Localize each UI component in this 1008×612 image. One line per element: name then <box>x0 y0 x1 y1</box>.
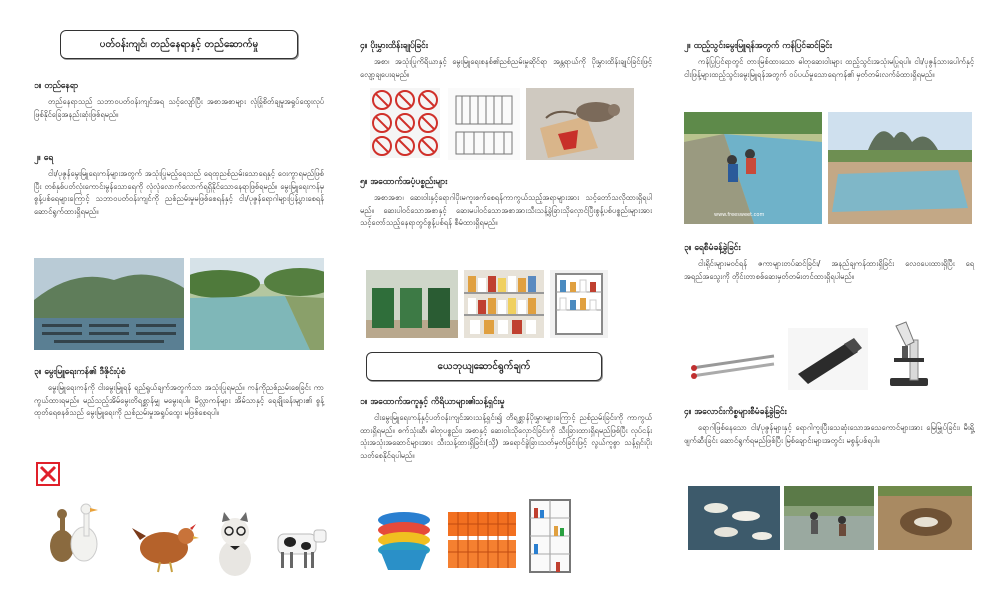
photo-burial-pit <box>878 486 972 550</box>
section-body: တည်နေရာသည် သဘာဝပတ်ဝန်းကျင်အရ သင့်လျော်ပြီး အစာအစာများ လုံခြုံစိတ်ချမှုအရှုပ်ထွေးလုပ် ဖြစ်နိုင်ခြေအနည်းဆုံးဖြစ်ရမည်။ <box>34 97 324 119</box>
cross-mark-icon <box>36 462 60 486</box>
section-title: ၄။ ပိုးမွှားထိန်းချုပ်ခြင်း <box>360 41 428 51</box>
section-water-management <box>684 242 974 283</box>
section-body: အစာ၊ အသုံးပြုကိရိယာနှင့် မွေးမြူရေးစနစ်၏ညစ်ညမ်းမှုဆိုင်ရာ အန္တရာယ်ကို ပိုးမွှားထိန်းချုပ်ခြင်းဖြင့် လျော့ချပေးရမည်။ <box>360 57 652 79</box>
photo-workers-raceway <box>684 112 822 224</box>
section-title: ၂။ ထည့်သွင်းမွေးမြူရန်အတွက် ကန်ပြင်ဆင်ခြင်း <box>684 41 832 51</box>
photo-medicine-cabinet <box>550 270 608 338</box>
section-body: အစာအစာ၊ ဆေးဝါးနှင့်ရောဂါပိုးမကူးစက်စေရန်ကာကွယ်သည့်အရာများအား သင့်တော်သလိုထားရှိရပါမည်။ ဆေးပါဝင်သောအစာနှင့် ဆေးမပါဝင်သောအစာအားသီးသန့်ခွဲခြားသိုလှောင်ပြီးစွန့်ပစ်ပစ္စည်းများအားသင့်တော်သည့်နေရာတွင်စွန့်ပစ်ရန် စီမံထားရှိရမည်။ <box>360 193 652 228</box>
photo-thermometers <box>688 338 778 382</box>
section-body: ငါး/ပုဇွန်မွေးမြူရေးကန်များအတွက် အသုံးပြုမည့်ရေသည် ရေထုညစ်ညမ်းသောရေနှင့် ဝေးကွာရမည်ဖြစ်ပြီး တစ်နှစ်ပတ်လုံးကောင်းမွန်သောရေကို လုံလုံလောက်လောက်ရရှိနိုင်သောနေရာဖြစ်ရမည်။ မွေးမြူရေးကန်မှ စွန့်ပစ်ရေများကြောင့် သဘာဝပတ်ဝန်းကျင်ကို ညစ်ညမ်းမှုမဖြစ်စေရန်နှင့် ငါး/ပုဇွန်ရောဂါများပြန့်ပွားစေရန် ဆောင်ရွက်ထားရှိရမည်။ <box>34 169 324 216</box>
photo-plastic-crates <box>444 508 520 572</box>
photo-waste-bins <box>366 270 458 338</box>
section-title: ၅။ အထောက်အပံ့ပစ္စည်းများ <box>360 177 448 187</box>
photo-dead-fish <box>688 486 780 550</box>
photo-geese <box>42 498 102 572</box>
watermark-text: www.freesweet.com <box>714 212 765 218</box>
section-header: ယေဘုယျဆောင်ရွက်ချက် <box>366 352 602 381</box>
section-header: ပတ်ဝန်းကျင်၊ တည်နေရာနှင့် တည်ဆောက်မှု <box>60 30 298 59</box>
section-body: ကန်ပြုပြင်ရာတွင် တားမြစ်ထားသော ဓါတုဆေးဝါးများ ထည့်သွင်းအသုံးမပြုရပါ။ ငါး/ပုဇွန်သားပေါက်နှင့် ငါးဖြန့်များထည့်သွင်းမွေးမြူရန်အတွက် ဝပ်ပယ်မှုသောရေကန်၏ မှတ်တမ်းလက်ခံထားရှိရမည်။ <box>684 57 974 79</box>
photo-plastic-bowls <box>374 500 434 574</box>
photo-cat <box>210 512 260 576</box>
section-title: ၁။ တည်နေရာ <box>34 81 79 91</box>
column-left <box>34 30 324 418</box>
pest-prohibition-icon <box>370 88 440 158</box>
section-title: ၁။ အထောက်အကူနှင့် ကိရိယာများ၏သန့်ရှင်းမှု <box>360 397 505 407</box>
section-title: ၂။ ရေ <box>34 153 54 163</box>
section-title: ၃။ မွေးမြူရေးကန်၏ ဒီဇိုင်းပုံစံ <box>34 367 126 377</box>
photo-chemical-cabinet <box>526 498 574 574</box>
photo-medicine-shelf <box>464 270 544 338</box>
photo-microscope <box>880 320 936 390</box>
photo-pond-mountains <box>828 112 972 224</box>
section-supplies <box>360 176 652 230</box>
section-body: မွေးမြူရေးကန်ကို ငါးမွေးမြူရန် ရည်ရွယ်ချက်အတွက်သာ အသုံးပြုရမည်။ ကန်ကိုညစ်ညမ်းစေခြင်း ကာကွယ်ထားရမည်။ မည်သည့်အိမ်မွေးတိရစ္ဆာန်မျှ မမွေးရပါ။ မိလ္လာကန်များ အိမ်သာနှင့် ရေချိုးခန်းများ၏ စွန့်ထုတ်ရေစနစ်သည် မွေးမြူရေးကို ညစ်ညမ်းမှုအရှုပ်ထွေး မဖြစ်စေရပါ။ <box>34 383 324 418</box>
photo-rat-cage-trap <box>448 88 520 160</box>
photo-chicken <box>130 518 200 574</box>
photo-refractometer <box>788 328 868 390</box>
photo-cow <box>270 522 328 572</box>
section-pest-control <box>360 40 652 81</box>
section-title: ၃။ ရေစီမံခန့်ခွဲခြင်း <box>684 243 741 253</box>
section-body: ငါးရိုင်းများမဝင်ရန် ဇကာများတပ်ဆင်ခြင်း/ အနည်ချကန်ထားရှိခြင်း လေဝပေးထားရှိပြီး ရေအရည်အသွေးကို တိုင်းတာစစ်ဆေးမှတ်တမ်းတင်ထားရှိရပါမည်။ <box>684 259 974 281</box>
section-body: ငါးမွေးမြူရေးကန်နှင့်ပတ်ဝန်းကျင်အားသန့်ရှင်း၍ တိရစ္ဆာန်ပိုးမွှားများကြောင့် ညစ်ညမ်းခြင်းကို ကာကွယ်ထားရှိရမည်။ စက်သုံးဆီ၊ ဓါတုပစ္စည်း၊ အစာနှင့် ဆေးဝါးသိုလှောင်ခြင်းကို သီးခြားထားရှိရမည်ဖြစ်ပြီး လုပ်ငန်းသုံးအသုံးအဆောင်များအား သီးသန့်ထားရှိခြင်း(သို့) အရောင်ခွဲခြားသတ်မှတ်ခြင်းဖြင့် လွယ်ကူစွာ သန့်ရှင်းပိုးသတ်စေနိုင်ရပါမည်။ <box>360 413 652 460</box>
section-pond-design <box>34 366 324 420</box>
section-title: ၄။ အလောင်းကိစ္စများစီမံခန့်ခွဲခြင်း <box>684 407 787 417</box>
section-water <box>34 152 324 218</box>
section-equipment-hygiene <box>360 396 652 462</box>
section-location <box>34 80 324 121</box>
section-pond-preparation <box>684 40 974 81</box>
photo-fish-cages <box>34 258 184 350</box>
photo-rat-snap-trap <box>526 88 634 160</box>
photo-pond <box>190 258 324 350</box>
section-carcass-management <box>684 406 974 447</box>
photo-pond-cleanup <box>784 486 874 550</box>
section-body: ရောဂါဖြစ်နေသော ငါး/ပုဇွန်များနှင့် ရောဂါကူးပြီးသေဆုံးသောအသေကောင်များအား မြေမြှုပ်ခြင်း၊ မီးရှို့ဖျက်ဆီးခြင်း ဆောင်ရွက်ရမည်ဖြစ်ပြီး မြစ်ချောင်းများအတွင်း မစွန့်ပစ်ရပါ။ <box>684 423 974 445</box>
